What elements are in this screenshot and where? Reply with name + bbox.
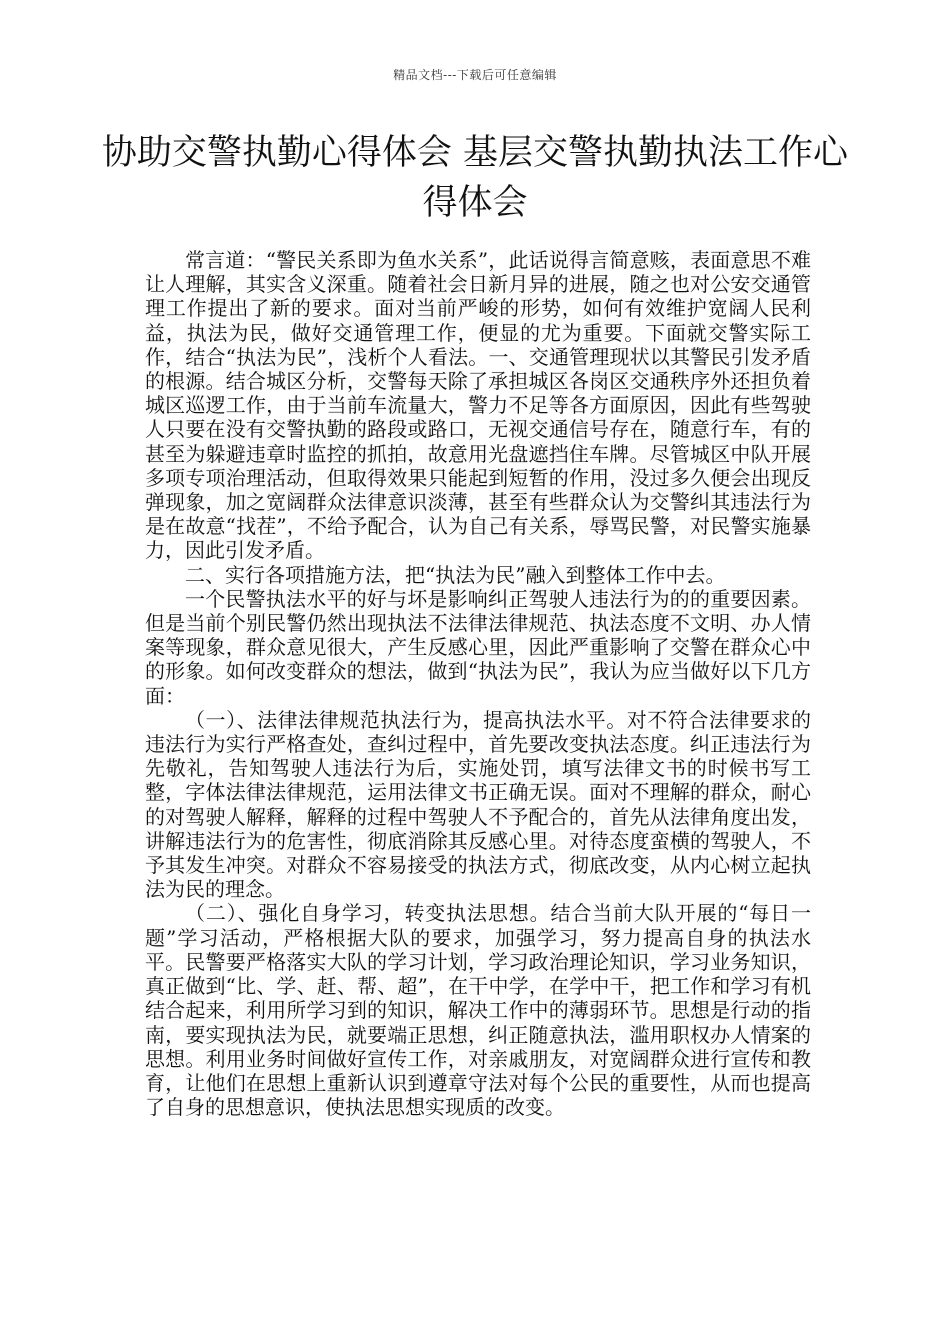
paragraph-point-one: （一）、法律法律规范执法行为，提高执法水平。对不符合法律要求的违法行为实行严格查处，查纠过程中，首先要改变执法态度。纠正违法行为先敬礼，告知驾驶人违法行为后，实施处罚，填写法律文书的时候书写工整，字体法律法律规范，运用法律文书正确无误。面对不理解的群众，耐心的对驾驶人解释，解释的过程中驾驶人不予配合的，首先从法律角度出发，讲解违法行为的危害性，彻底消除其反感心里。对待态度蛮横的驾驶人，不予其发生冲突。对群众不容易接受的执法方式，彻底改变，从内心树立起执法为民的理念。 bbox=[145, 707, 811, 902]
header-note: 精品文档---下载后可任意编辑 bbox=[393, 68, 557, 82]
paragraph-intro: 常言道：“警民关系即为鱼水关系”，此话说得言简意赅，表面意思不难让人理解，其实含义深重。随着社会日新月异的进展，随之也对公安交通管理工作提出了新的要求。面对当前严峻的形势，如何有效维护宽阔人民利益，执法为民，做好交通管理工作，便显的尤为重要。下面就交警实际工作，结合“执法为民”，浅析个人看法。一、交通管理现状以其警民引发矛盾的根源。结合城区分析，交警每天除了承担城区各岗区交通秩序外还担负着城区巡逻工作，由于当前车流量大，警力不足等各方面原因，因此有些驾驶人只要在没有交警执勤的路段或路口，无视交通信号存在，随意行车，有的甚至为躲避违章时监控的抓拍，故意用光盘遮挡住车牌。尽管城区中队开展多项专项治理活动，但取得效果只能起到短暂的作用，没过多久便会出现反弹现象，加之宽阔群众法律意识淡薄，甚至有些群众认为交警纠其违法行为是在故意“找茬”，不给予配合，认为自己有关系，辱骂民警，对民警实施暴力，因此引发矛盾。 bbox=[145, 248, 811, 563]
paragraph-section-two-heading: 二、实行各项措施方法，把“执法为民”融入到整体工作中去。 bbox=[185, 562, 726, 587]
paragraph-point-two: （二）、强化自身学习，转变执法思想。结合当前大队开展的“每日一题”学习活动，严格根据大队的要求，加强学习，努力提高自身的执法水平。民警要严格落实大队的学习计划，学习政治理论知识，学习业务知识，真正做到“比、学、赶、帮、超”，在干中学，在学中干，把工作和学习有机结合起来，利用所学习到的知识，解决工作中的薄弱环节。思想是行动的指南，要实现执法为民，就要端正思想，纠正随意执法，滥用职权办人情案的思想。利用业务时间做好宣传工作，对亲戚朋友，对宽阔群众进行宣传和教育，让他们在思想上重新认识到遵章守法对每个公民的重要性，从而也提高了自身的思想意识，使执法思想实现质的改变。 bbox=[145, 901, 811, 1120]
document-title: 协助交警执勤心得体会 基层交警执勤执法工作心得体会 bbox=[101, 133, 849, 223]
document-body bbox=[145, 248, 811, 1119]
paragraph-execution-level: 一个民警执法水平的好与坏是影响纠正驾驶人违法行为的的重要因素。但是当前个别民警仍然出现执法不法律法律规范、执法态度不文明、办人情案等现象，群众意见很大，产生反感心里，因此严重影响了交警在群众心中的形象。如何改变群众的想法，做到“执法为民”，我认为应当做好以下几方面： bbox=[145, 586, 811, 708]
